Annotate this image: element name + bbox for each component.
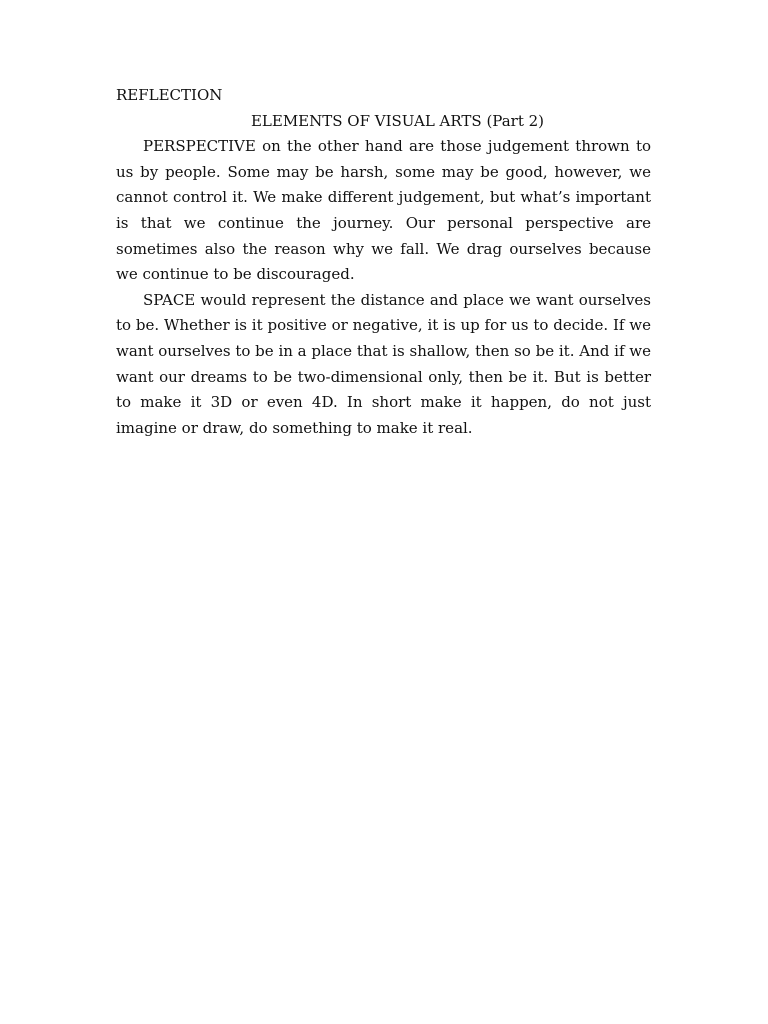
- document-body: [116, 83, 651, 441]
- reflection-label: REFLECTION: [116, 86, 223, 104]
- document-title: ELEMENTS OF VISUAL ARTS (Part 2): [250, 111, 545, 130]
- paragraph-space: SPACE would represent the distance and place we want ourselves to be. Whether is it positive or negative, it is up for us to decide. If we want ourselves to be in a place that is shallow, then so be it. And if we want our dreams to be two-dimensional only, then be it. But is better to make it 3D or even 4D. In short make it happen, do not just imagine or draw, do something to make it real.: [116, 290, 651, 437]
- paragraph-perspective: PERSPECTIVE on the other hand are those judgement thrown to us by people. Some may be harsh, some may be good, however, we cannot control it. We make different judgement, but what’s important is that we continue the journey. Our personal perspective are sometimes also the reason why we fall. We drag ourselves because we continue to be discouraged.: [116, 137, 651, 284]
